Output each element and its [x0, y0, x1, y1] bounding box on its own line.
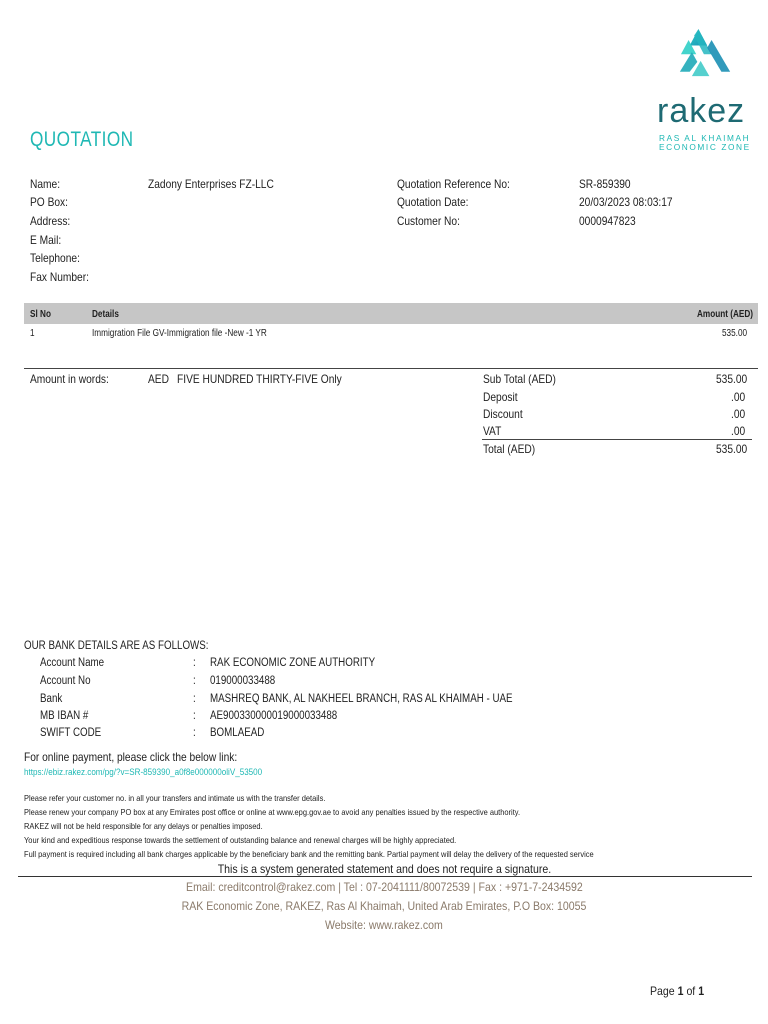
note-line: Your kind and expeditious response towards the settlement of outstanding balance and renewal charges will be highly appreciated. [24, 835, 457, 845]
total-label: Total (AED) [483, 442, 536, 456]
quotation-ref-value: SR-859390 [579, 177, 631, 191]
pobox-label: PO Box: [30, 195, 68, 209]
bank-heading: OUR BANK DETAILS ARE AS FOLLOWS: [24, 640, 209, 652]
system-note [0, 862, 768, 876]
table-header [24, 303, 758, 324]
bank-name-value: MASHREQ BANK, AL NAKHEEL BRANCH, RAS AL KHAIMAH - UAE [210, 693, 513, 705]
footer-divider [18, 876, 752, 877]
bank-iban-value: AE900330000019000033488 [210, 710, 338, 722]
system-note-text: This is a system generated statement and does not require a signature. [217, 862, 551, 876]
bank-account-name-value: RAK ECONOMIC ZONE AUTHORITY [210, 657, 376, 669]
amount-words-label: Amount in words: [30, 372, 109, 386]
footer-contact [0, 880, 768, 894]
fax-label: Fax Number: [30, 270, 89, 284]
logo-sub-line-2: ECONOMIC ZONE [659, 142, 751, 152]
note-line: RAKEZ will not be held responsible for any delays or penalties imposed. [24, 821, 263, 831]
footer-contact-text: Email: creditcontrol@rakez.com | Tel : 07-2041111/80072539 | Fax : +971-7-2434592 [185, 880, 583, 894]
bank-account-name-label: Account Name [40, 657, 105, 669]
footer-website-text: Website: www.rakez.com [325, 918, 443, 932]
bank-name-label: Bank [40, 693, 63, 705]
page-number [650, 984, 711, 998]
logo-subtitle [659, 134, 751, 152]
name-value: Zadony Enterprises FZ-LLC [148, 177, 274, 191]
online-payment-link[interactable]: https://ebiz.rakez.com/pg/?v=SR-859390_a0f8e000000oliV_53500 [24, 767, 263, 778]
row-amount: 535.00 [722, 328, 748, 339]
telephone-label: Telephone: [30, 251, 80, 265]
note-line: Please renew your company PO box at any Emirates post office or online at www.epg.gov.ae to avoid any penalties issued by the respective authority. [24, 807, 521, 817]
footer-address-text: RAK Economic Zone, RAKEZ, Ras Al Khaimah, United Arab Emirates, P.O Box: 10055 [181, 899, 587, 913]
total-divider [482, 439, 752, 440]
page-total: 1 [698, 984, 705, 998]
bank-sep: : [193, 693, 196, 705]
amount-currency: AED [148, 372, 169, 386]
discount-label: Discount [483, 407, 523, 421]
header-sl-no: Sl No [30, 309, 51, 320]
online-payment-text: For online payment, please click the below link: [24, 750, 238, 764]
footer-address [0, 899, 768, 913]
bank-swift-label: SWIFT CODE [40, 727, 102, 739]
bank-sep: : [193, 657, 196, 669]
page-of: of [686, 984, 696, 998]
note-line: Full payment is required including all bank charges applicable by the beneficiary bank and the remitting bank. Partial payment will delay the delivery of the requested service [24, 849, 594, 859]
vat-value: .00 [731, 424, 746, 438]
total-value: 535.00 [716, 442, 748, 456]
rakez-logo-icon [655, 28, 755, 98]
bank-sep: : [193, 675, 196, 687]
bank-swift-value: BOMLAEAD [210, 727, 265, 739]
bank-sep: : [193, 710, 196, 722]
discount-value: .00 [731, 407, 746, 421]
page-label: Page [650, 984, 675, 998]
customer-no-label: Customer No: [397, 214, 460, 228]
subtotal-value: 535.00 [716, 372, 748, 386]
row-details: Immigration File GV-Immigration file -New -1 YR [92, 328, 267, 339]
page-title: QUOTATION [30, 128, 134, 151]
page-current: 1 [677, 984, 684, 998]
quotation-date-label: Quotation Date: [397, 195, 469, 209]
email-label: E Mail: [30, 233, 62, 247]
vat-label: VAT [483, 424, 502, 438]
deposit-label: Deposit [483, 390, 518, 404]
header-amount: Amount (AED) [697, 309, 754, 320]
deposit-value: .00 [731, 390, 746, 404]
address-label: Address: [30, 214, 71, 228]
bank-iban-label: MB IBAN # [40, 710, 89, 722]
subtotal-label: Sub Total (AED) [483, 372, 556, 386]
logo-wordmark: rakez [657, 92, 746, 130]
note-line: Please refer your customer no. in all your transfers and intimate us with the transfer details. [24, 793, 326, 803]
table-divider [24, 368, 758, 369]
customer-no-value: 0000947823 [579, 214, 636, 228]
header-details: Details [92, 309, 119, 320]
amount-words: FIVE HUNDRED THIRTY-FIVE Only [177, 372, 342, 386]
bank-sep: : [193, 727, 196, 739]
footer-website [0, 918, 768, 932]
quotation-ref-label: Quotation Reference No: [397, 177, 510, 191]
logo-sub-line-1: RAS AL KHAIMAH [659, 133, 751, 143]
bank-account-no-label: Account No [40, 675, 91, 687]
quotation-date-value: 20/03/2023 08:03:17 [579, 195, 673, 209]
name-label: Name: [30, 177, 61, 191]
row-sl-no: 1 [30, 328, 35, 339]
bank-account-no-value: 019000033488 [210, 675, 276, 687]
